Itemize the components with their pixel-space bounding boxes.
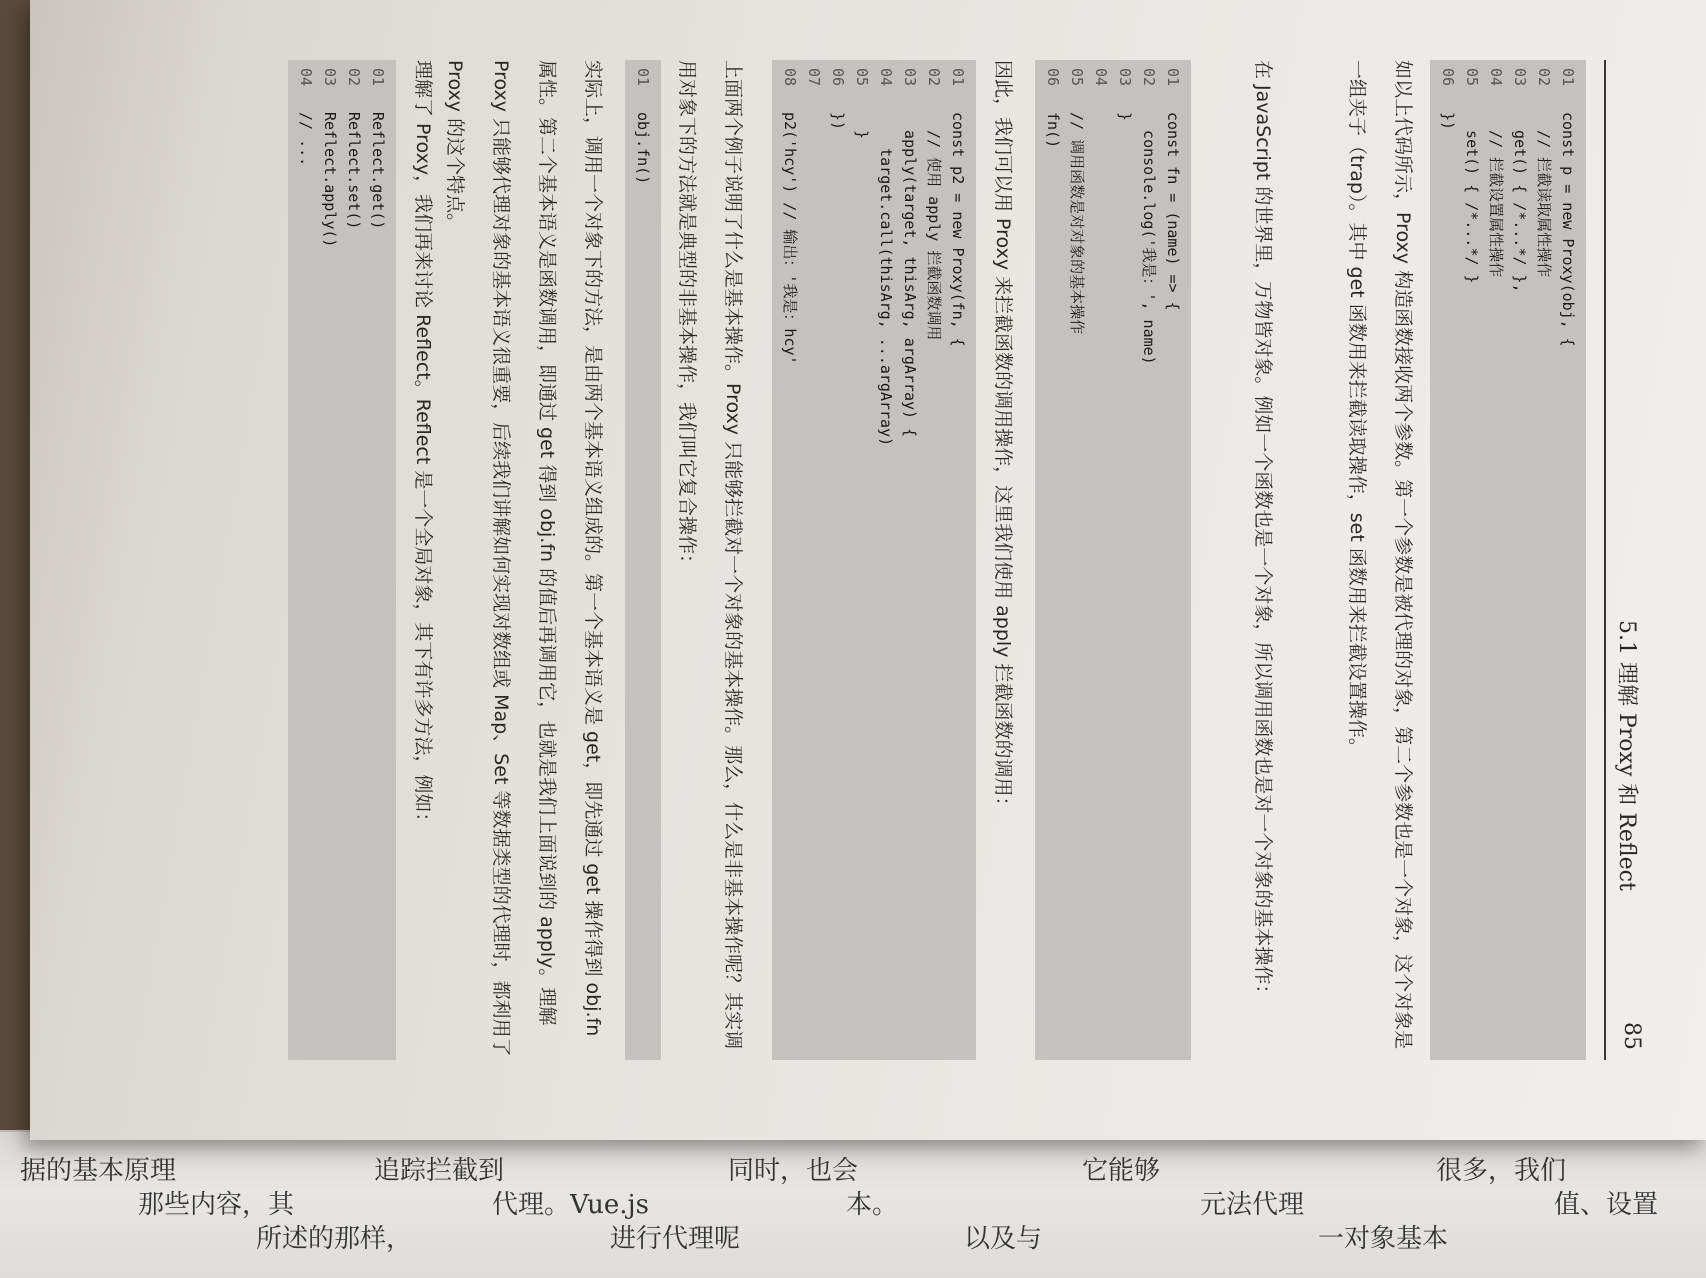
page-number: 85 (1619, 1022, 1644, 1050)
code-line (318, 60, 342, 1060)
line-number: 06 (829, 68, 847, 87)
left-page-fragment: 一对象基本 (1318, 1224, 1449, 1254)
line-number: 04 (877, 68, 895, 87)
line-number: 05 (853, 68, 871, 87)
code-line (1436, 60, 1460, 1060)
code-line (342, 60, 366, 1060)
code-block-code4 (625, 60, 661, 1060)
code-text: // 拦截设置属性操作 (1487, 112, 1505, 278)
line-number: 01 (1164, 68, 1182, 87)
running-header (1604, 60, 1656, 1060)
line-number: 01 (949, 68, 967, 87)
left-page-fragment: 追踪拦截到 (374, 1156, 505, 1186)
code-text: // ... (297, 112, 315, 167)
code-text: Reflect.apply() (321, 112, 339, 248)
paragraph-4: 上面两个例子说明了什么是基本操作。Proxy 只能够拦截对一个对象的基本操作。那么，什么是非基本操作呢？其实调用对象下的方法就是典型的非基本操作，我们叫它复合操作： (676, 60, 744, 1050)
code-text: // 使用 apply 拦截函数调用 (925, 112, 943, 341)
code-line (1161, 60, 1185, 1060)
code-line (1089, 60, 1113, 1060)
code-line (898, 60, 922, 1060)
code-block-code5 (288, 60, 396, 1060)
code-line (1460, 60, 1484, 1060)
line-number: 04 (1487, 68, 1505, 87)
code-line (366, 60, 390, 1060)
left-page-fragment: 所述的那样， (256, 1224, 413, 1254)
code-text: Reflect.set() (345, 112, 363, 230)
code-text: set() { /*...*/ } (1463, 112, 1481, 284)
code-text: obj.fn() (634, 112, 652, 185)
code-text: }) (829, 112, 847, 131)
code-text: const fn = (name) => { (1164, 112, 1182, 311)
code-text: fn() (1044, 112, 1062, 149)
left-page-fragment: 值、设置 (1554, 1190, 1659, 1220)
code-line (850, 60, 874, 1060)
code-line (1532, 60, 1556, 1060)
code-line (1137, 60, 1161, 1060)
code-text: }) (1439, 112, 1457, 131)
line-number: 06 (1439, 68, 1457, 87)
line-number: 05 (1068, 68, 1086, 87)
line-number: 01 (634, 68, 652, 87)
code-line (922, 60, 946, 1060)
line-number: 05 (1463, 68, 1481, 87)
section-title: 5.1 理解 Proxy 和 Reflect (1614, 620, 1639, 891)
code-block-function (1035, 60, 1191, 1060)
code-text: console.log('我是：', name) (1140, 112, 1158, 365)
code-text: get() { /*...*/ }, (1511, 112, 1529, 293)
paragraph-2: 在 JavaScript 的世界里，万物皆对象。例如一个函数也是一个对象，所以调用函数也是对一个对象的基本操作： (1252, 60, 1274, 1004)
line-number: 02 (1140, 68, 1158, 87)
code-line (826, 60, 850, 1060)
code-line (874, 60, 898, 1060)
code-text: // 拦截读取属性操作 (1535, 112, 1553, 278)
line-number: 02 (1535, 68, 1553, 87)
left-page-fragment: 它能够 (1082, 1156, 1161, 1186)
line-number: 03 (1511, 68, 1529, 87)
line-number: 01 (369, 68, 387, 87)
code-text: target.call(thisArg, ...argArray) (877, 112, 895, 447)
line-number: 06 (1044, 68, 1062, 87)
left-book-page (0, 1130, 1706, 1278)
line-number: 01 (1559, 68, 1577, 87)
rotated-page-content (60, 0, 1706, 1140)
paragraph-p6: 理解了 Proxy，我们再来讨论 Reflect。Reflect 是一个全局对象，其下有许多方法，例如： (412, 60, 434, 832)
code-text: const p2 = new Proxy(fn, { (949, 112, 967, 347)
code-text: p2('hcy') // 输出：'我是：hcy' (781, 112, 799, 365)
line-number: 04 (297, 68, 315, 87)
paragraph-3: 因此，我们可以用 Proxy 来拦截函数的调用操作，这里我们使用 apply 拦截函数的调用： (992, 60, 1014, 816)
line-number: 03 (901, 68, 919, 87)
left-page-fragment: 元法代理 (1200, 1190, 1305, 1220)
code-line (631, 60, 655, 1060)
code-line (1556, 60, 1580, 1060)
left-page-fragment: 同时，也会 (728, 1156, 859, 1186)
left-page-fragment: 那些内容，其 (138, 1190, 295, 1220)
line-number: 02 (345, 68, 363, 87)
line-number: 07 (805, 68, 823, 87)
code-line (802, 60, 826, 1060)
code-line (778, 60, 802, 1060)
left-page-fragment: 本。 (846, 1190, 899, 1220)
line-number: 03 (1116, 68, 1134, 87)
code-text: Reflect.get() (369, 112, 387, 230)
code-text: } (1116, 112, 1134, 122)
code-line (1484, 60, 1508, 1060)
code-line (1065, 60, 1089, 1060)
code-line (1041, 60, 1065, 1060)
line-number: 08 (781, 68, 799, 87)
code-text: const p = new Proxy(obj, { (1559, 112, 1577, 347)
code-text: apply(target, thisArg, argArray) { (901, 112, 919, 438)
left-page-fragment: 代理。Vue.js (492, 1190, 649, 1220)
line-number: 03 (321, 68, 339, 87)
code-line (1113, 60, 1137, 1060)
line-number: 02 (925, 68, 943, 87)
line-number: 04 (1092, 68, 1110, 87)
paragraph-1: 如以上代码所示，Proxy 构造函数接收两个参数。第一个参数是被代理的对象，第二个参数也是一个对象，这个对象是一组夹子（trap）。其中 get 函数用来拦截读取操作，set 函数用来拦截设置操作。 (1346, 60, 1414, 1050)
paragraph-p5: 实际上，调用一个对象下的方法，是由两个基本语义组成的。第一个基本语义是 get，即先通过 get 操作得到 obj.fn 属性。第二个基本语义是函数调用，即通过 get 得到 obj.fn 的值后再调用它，也就是我们上面说到的 apply。理解 Proxy 只能够代理对象的基本语义很重要，后续我们讲解如何实现对数组或 Map、Set 等数据类型的代理时，都利用了 Proxy 的这个特点。 (444, 60, 604, 1057)
code-line (1508, 60, 1532, 1060)
code-text: } (853, 112, 871, 140)
code-line (294, 60, 318, 1060)
code-text: // 调用函数是对对象的基本操作 (1068, 112, 1086, 335)
left-page-fragment: 进行代理呢 (610, 1224, 741, 1254)
code-block-proxy (1430, 60, 1586, 1060)
book-page (30, 0, 1706, 1140)
code-block-apply (772, 60, 976, 1060)
left-page-fragment: 很多，我们 (1436, 1156, 1567, 1186)
left-page-fragment: 以及与 (964, 1224, 1043, 1254)
code-line (946, 60, 970, 1060)
left-page-fragment: 据的基本原理 (20, 1156, 177, 1186)
